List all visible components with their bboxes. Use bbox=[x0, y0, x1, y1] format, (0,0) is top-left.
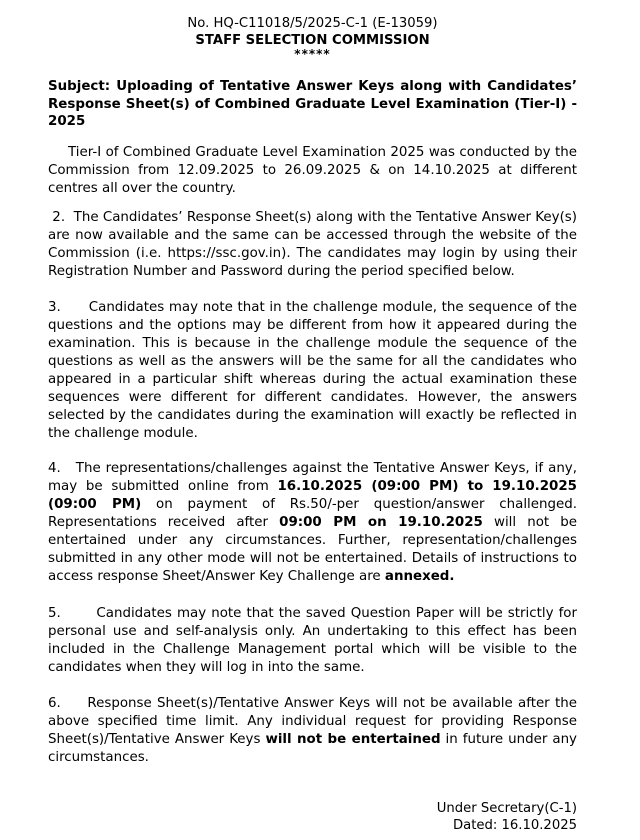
paragraph-text: Candidates may note that the saved Question Paper will be strictly for personal use and self-analysis only. An undertaking to this effect has been included in the Challenge Management portal which will be visible to the candidates when they will log in into the same. bbox=[48, 606, 577, 675]
annexed-note: annexed. bbox=[384, 569, 455, 584]
reference-number: No. HQ-C11018/5/2025-C-1 (E-13059) bbox=[187, 16, 438, 31]
paragraph-number: 4. bbox=[48, 461, 61, 476]
deadline: 09:00 PM on 19.10.2025 bbox=[279, 515, 483, 530]
signature-date: Dated: 16.10.2025 bbox=[452, 818, 577, 833]
paragraph-1: Tier-I of Combined Graduate Level Examination 2025 was conducted by the Commission from 12.09.2025 to 26.09.2025 & on 14.10.2025 at different centres all over the country. bbox=[48, 145, 577, 196]
subject-line: Subject: Uploading of Tentative Answer Keys along with Candidates’ Response Sheet(s) of Combined Graduate Level Examination (Tier-I) - 2025 bbox=[48, 79, 577, 129]
paragraph-text: in future under any circumstances. bbox=[48, 732, 577, 765]
paragraph-number: 6. bbox=[48, 696, 61, 711]
emphasis-text: will not be entertained bbox=[265, 732, 441, 747]
paragraph-2 bbox=[48, 209, 577, 281]
paragraph-number: 2. bbox=[52, 210, 66, 225]
paragraph-text: on payment of Rs.50/-per question/answer challenged. Representations received after bbox=[48, 497, 577, 530]
paragraph-5 bbox=[48, 605, 577, 677]
signatory-designation: Under Secretary(C-1) bbox=[436, 801, 577, 816]
challenge-window-dates: 16.10.2025 (09:00 PM) to 19.10.2025 (09:00 PM) bbox=[48, 479, 577, 512]
paragraph-text: Response Sheet(s)/Tentative Answer Keys will not be available after the above specified time limit. Any individual request for providing Response Sheet(s)/Tentative Answer Keys bbox=[48, 696, 577, 747]
paragraph-4 bbox=[48, 460, 577, 586]
paragraph-number: 5. bbox=[48, 606, 61, 621]
paragraph-number: 3. bbox=[48, 300, 61, 315]
paragraph-text: will not be entertained under any circumstances. Further, representation/challenges submitted in any other mode will not be entertained. Details of instructions to access response Sheet/Answer Key Challenge are bbox=[48, 515, 577, 584]
paragraph-text: The Candidates’ Response Sheet(s) along with the Tentative Answer Key(s) are now available and the same can be accessed through the website of the Commission (i.e. https://ssc.gov.in). The candidates may login by using their Registration Number and Password during the period specified below. bbox=[48, 210, 577, 279]
paragraph-6 bbox=[48, 695, 577, 767]
paragraph-text: The representations/challenges against the Tentative Answer Keys, if any, may be submitted online from bbox=[48, 461, 577, 494]
paragraph-text: Candidates may note that in the challenge module, the sequence of the questions and the options may be different from how it appeared during the examination. This is because in the challenge module the sequence of the questions as well as the answers will be the same for all the candidates who appeared in a particular shift whereas during the actual examination these sequences were different for different candidates. However, the answers selected by the candidates during the examination will exactly be reflected in the challenge module. bbox=[48, 300, 577, 441]
paragraph-3 bbox=[48, 299, 577, 443]
header-separator: ***** bbox=[294, 47, 331, 61]
organization-name: STAFF SELECTION COMMISSION bbox=[195, 33, 430, 48]
